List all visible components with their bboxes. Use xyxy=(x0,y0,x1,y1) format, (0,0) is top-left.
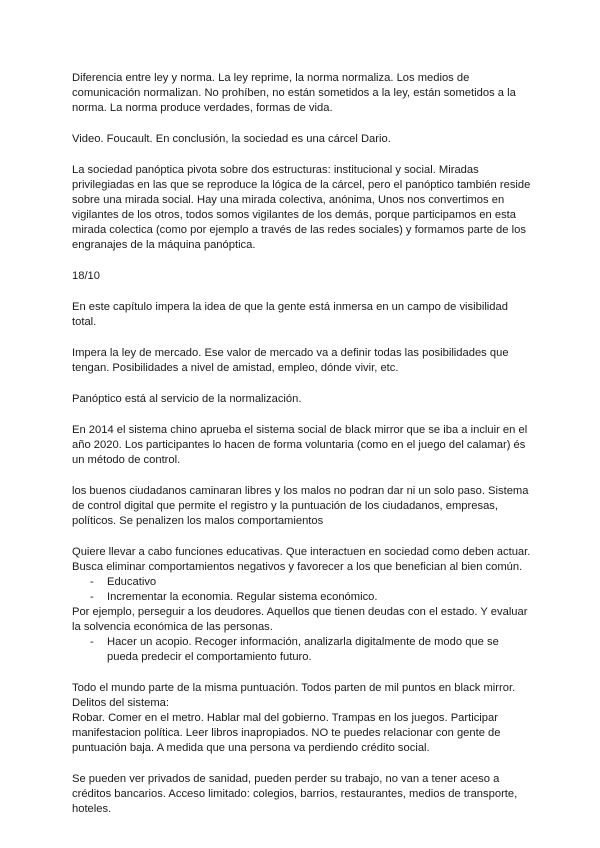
paragraph-video-foucault: Video. Foucault. En conclusión, la sociedad es una cárcel Dario. xyxy=(72,133,391,145)
list-funciones xyxy=(72,575,532,605)
dash-bullet: - xyxy=(90,636,94,648)
paragraph-consecuencias: Se pueden ver privados de sanidad, pueden perder su trabajo, no van a tener aceso a créditos bancarios. Acceso limitado: colegios, barrios, restaurantes, medios de transporte, hoteles. xyxy=(72,773,518,815)
paragraph-delitos: Robar. Comer en el metro. Hablar mal del gobierno. Trampas en los juegos. Participar manifestacion política. Leer libros inapropiados. NO te puedes relacionar con gente de puntuación baja. A medida que una persona va perdiendo crédito social. xyxy=(72,712,501,754)
list-item xyxy=(72,590,532,605)
paragraph-ley-mercado: Impera la ley de mercado. Ese valor de mercado va a definir todas las posibilidades que tengan. Posibilidades a nivel de amistad, empleo, dónde vivir, etc. xyxy=(72,347,509,374)
list-item xyxy=(72,575,532,590)
paragraph-sistema-chino: En 2014 el sistema chino aprueba el sistema social de black mirror que se iba a incluir en el año 2020. Los participantes lo hacen de forma voluntaria (como en el juego del calamar) és un método de control. xyxy=(72,424,528,466)
paragraph-buenos-ciudadanos: los buenos ciudadanos caminaran libres y los malos no podran dar ni un solo paso. Sistema de control digital que permite el registro y la puntuación de los ciudadanos, empresas, políticos. Se penalizen los malos comportamientos xyxy=(72,485,529,527)
date-heading: 18/10 xyxy=(72,270,100,282)
list-acopio xyxy=(72,635,532,665)
paragraph-funciones-educativas: Quiere llevar a cabo funciones educativas. Que interactuen en sociedad como deben actuar. Busca eliminar comportamientos negativos y favorecer a los que benefician al bien común. xyxy=(72,546,531,573)
paragraph-deudores: Por ejemplo, perseguir a los deudores. Aquellos que tienen deudas con el estado. Y evaluar la solvencia económica de las personas. xyxy=(72,606,528,633)
paragraph-delitos-heading: Delitos del sistema: xyxy=(72,697,169,709)
list-item-text: Incrementar la economia. Regular sistema económico. xyxy=(107,591,378,603)
spacer xyxy=(72,665,532,681)
list-item-text: Hacer un acopio. Recoger información, analizarla digitalmente de modo que se pueda predecir el comportamiento futuro. xyxy=(107,636,499,663)
list-item xyxy=(72,635,532,665)
list-item-text: Educativo xyxy=(107,576,157,588)
paragraph-normalizacion: Panóptico está al servicio de la normalización. xyxy=(72,393,302,405)
paragraph-ley-norma: Diferencia entre ley y norma. La ley reprime, la norma normaliza. Los medios de comunicación normalizan. No prohíben, no están sometidos a la ley, están sometidos a la norma. La norma produce verdades, formas de vida. xyxy=(72,72,516,114)
dash-bullet: - xyxy=(90,591,94,603)
paragraph-visibilidad: En este capítulo impera la idea de que la gente está inmersa en un campo de visibilidad total. xyxy=(72,301,508,328)
paragraph-puntuacion: Todo el mundo parte de la misma puntuación. Todos parten de mil puntos en black mirror. xyxy=(72,682,516,694)
document-page xyxy=(72,71,532,833)
dash-bullet: - xyxy=(90,576,94,588)
paragraph-sociedad-panoptica: La sociedad panóptica pivota sobre dos estructuras: institucional y social. Miradas privilegiadas en las que se reproduce la lógica de la cárcel, pero el panóptico también reside sobre una mirada social. Hay una mirada colectiva, anónima, Unos nos convertimos en vigilantes de los otros, todos somos vigilantes de los demás, porque participamos en esta mirada colectica (como por ejemplo a través de las redes sociales) y formamos parte de los engranajes de la máquina panóptica. xyxy=(72,164,531,251)
